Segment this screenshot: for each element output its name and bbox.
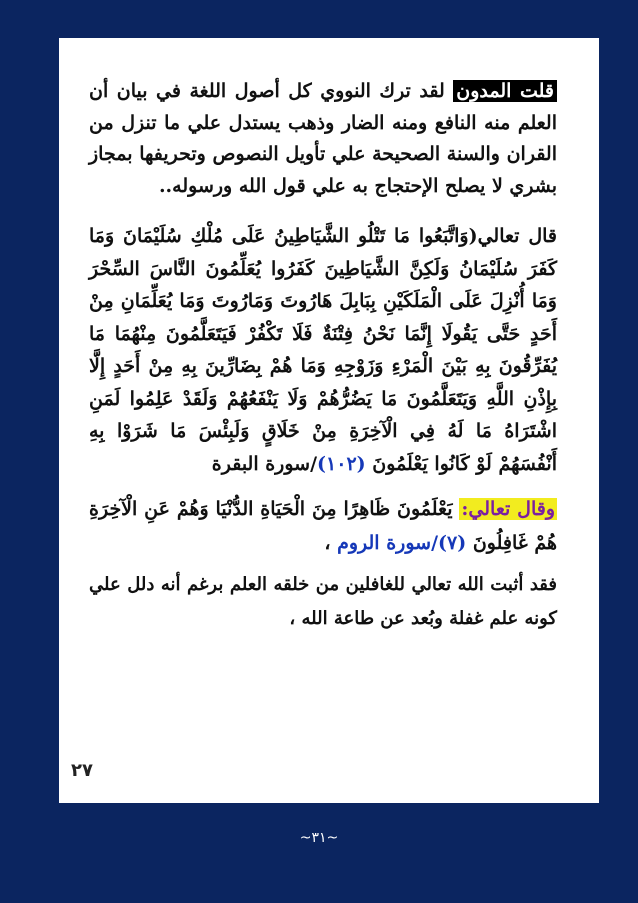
paragraph-quran-baqarah: [59, 220, 599, 480]
commentary-text: لقد ترك النووي كل أصول اللغة في بيان أن العلم منه النافع ومنه الضار وذهب يستدل علي ما تنزل من القران والسنة الصحيحة علي تأويل النصوص وتحريفها بمجاز بشري لا يصلح الإحتجاج به علي قول الله ورسوله..: [89, 80, 557, 197]
verse-intro-label: وقال تعالي:: [461, 498, 555, 520]
verse-text-rum: يَعْلَمُونَ ظَاهِرًا مِنَ الْحَيَاةِ الدُّنْيَا وَهُمْ عَنِ الْآخِرَةِ هُمْ غَافِلُونَ: [89, 498, 557, 554]
conclusion-text: فقد أثبت الله تعالي للغافلين من خلقه العلم برغم أنه دلل علي كونه علم غفلة وبُعد عن طاعة الله ،: [89, 574, 557, 629]
paragraph-quran-rum: [59, 492, 599, 560]
verse-reference-rum: (٧)/سورة الروم: [337, 532, 467, 554]
author-label: قلت المدون: [453, 80, 557, 102]
paragraph-commentary: [59, 76, 599, 202]
surah-name: /سورة البقرة: [211, 452, 318, 475]
verse-text: قال تعالي(وَاتَّبَعُوا مَا تَتْلُو الشَّيَاطِينُ عَلَى مُلْكِ سُلَيْمَانَ وَمَا كَفَرَ سُلَيْمَانُ وَلَكِنَّ الشَّيَاطِينَ كَفَرُوا يُعَلِّمُونَ النَّاسَ السِّحْرَ وَمَا أُنْزِلَ عَلَى الْمَلَكَيْنِ بِبَابِلَ هَارُوتَ وَمَارُوتَ وَمَا يُعَلِّمَانِ مِنْ أَحَدٍ حَتَّى يَقُولَا إِنَّمَا نَحْنُ فِتْنَةٌ فَلَا تَكْفُرْ فَيَتَعَلَّمُونَ مِنْهُمَا مَا يُفَرِّقُونَ بِهِ بَيْنَ الْمَرْءِ وَزَوْجِهِ وَمَا هُمْ بِضَارِّينَ بِهِ مِنْ أَحَدٍ إِلَّا بِإِذْنِ اللَّهِ وَيَتَعَلَّمُونَ مَا يَضُرُّهُمْ وَلَا يَنْفَعُهُمْ وَلَقَدْ عَلِمُوا لَمَنِ اشْتَرَاهُ مَا لَهُ فِي الْآخِرَةِ مِنْ خَلَاقٍ وَلَبِئْسَ مَا شَرَوْا بِهِ أَنْفُسَهُمْ لَوْ كَانُوا يَعْلَمُونَ: [89, 225, 557, 475]
outer-page-number: ~٣١~: [299, 830, 339, 846]
book-page-number: ٢٧: [71, 760, 93, 781]
paragraph-conclusion: [59, 568, 599, 636]
paragraph-end-mark: ،: [324, 532, 331, 554]
document-page: [59, 38, 599, 803]
verse-reference: (١٠٢): [317, 452, 366, 475]
